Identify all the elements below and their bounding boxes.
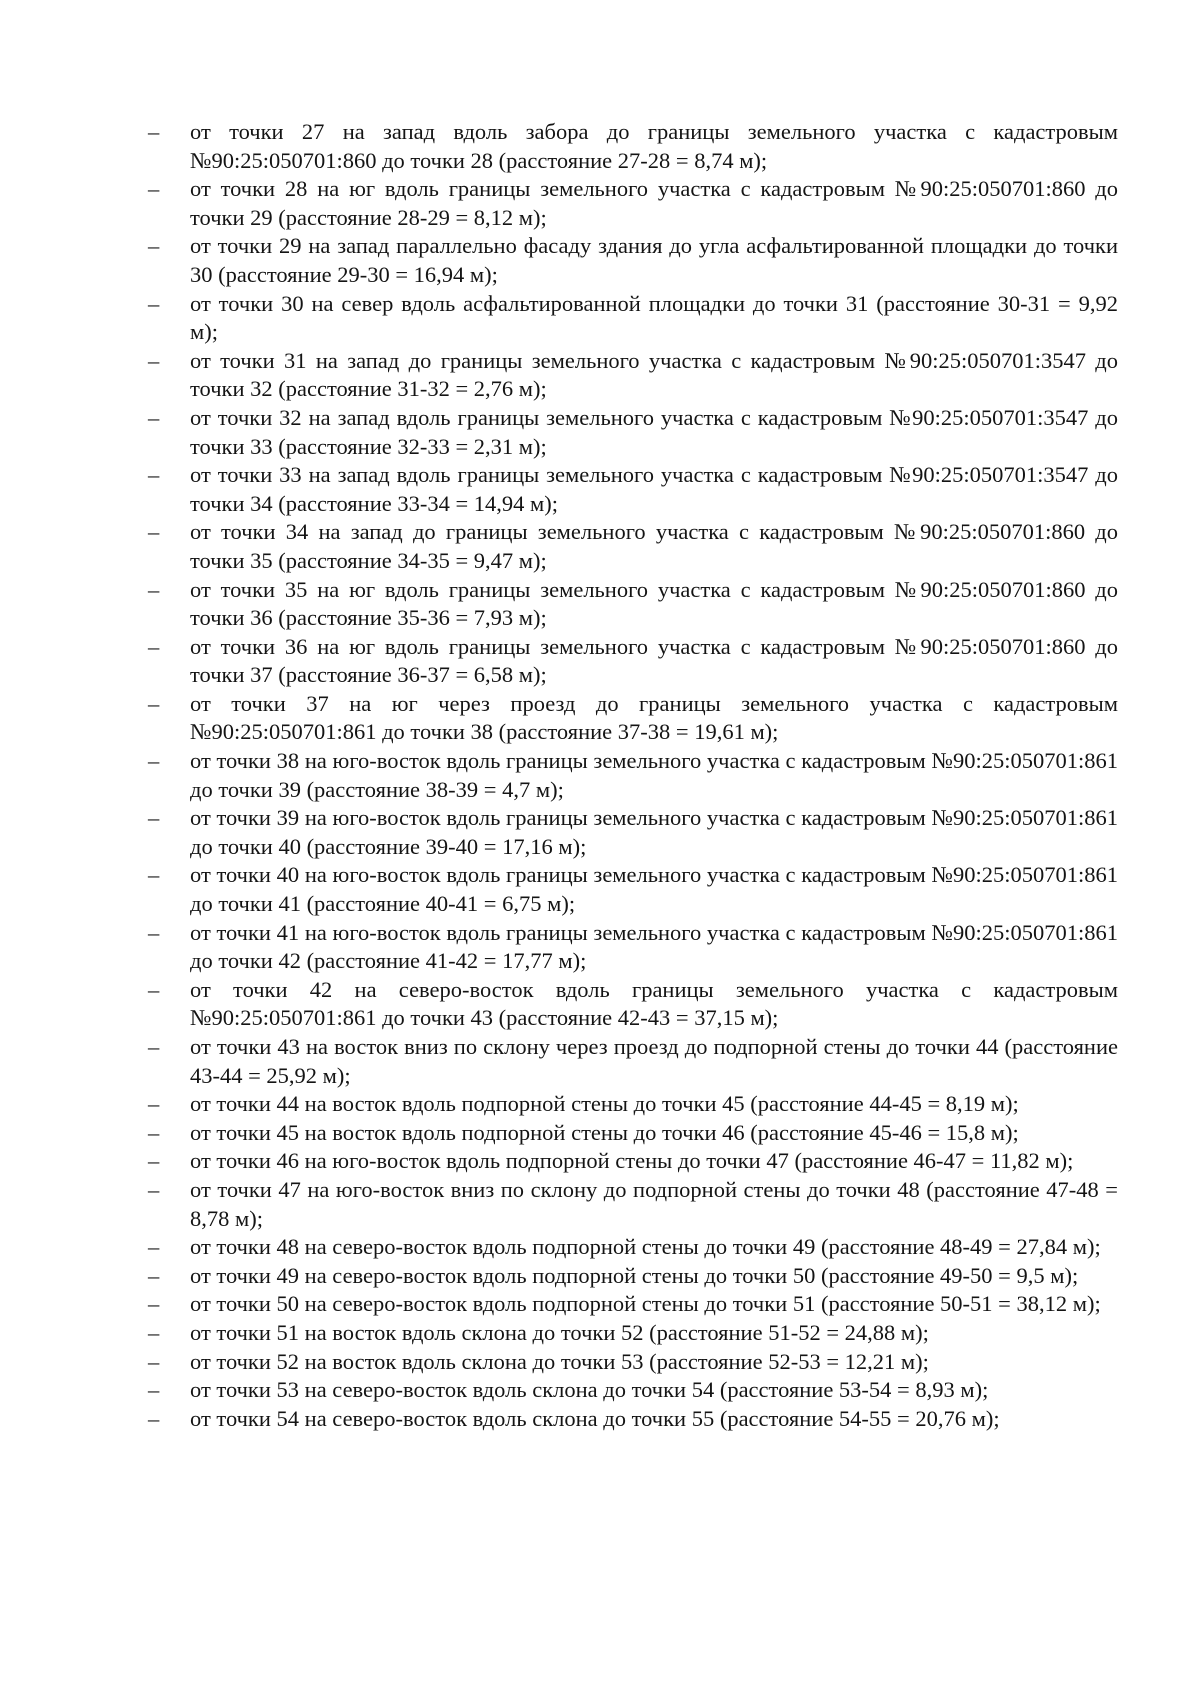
bullet-dash: – [148, 805, 160, 831]
bullet-dash: – [148, 233, 160, 259]
list-item [148, 290, 1118, 347]
list-item [148, 1033, 1118, 1090]
bullet-dash: – [148, 633, 160, 659]
bullet-dash: – [148, 176, 160, 202]
bullet-dash: – [148, 748, 160, 774]
bullet-dash: – [148, 1234, 160, 1260]
list-item-text: от точки 46 на юго-восток вдоль подпорной стены до точки 47 (расстояние 46-47 = 11,82 м); [190, 1148, 1074, 1174]
list-item [148, 1262, 1118, 1291]
list-item-text: от точки 34 на запад до границы земельного участка с кадастровым №90:25:050701:860 до точки 35 (расстояние 34-35 = 9,47 м); [190, 519, 1118, 573]
list-item-text: от точки 51 на восток вдоль склона до точки 52 (расстояние 51-52 = 24,88 м); [190, 1319, 929, 1345]
list-item [148, 690, 1118, 747]
list-item-text: от точки 35 на юг вдоль границы земельного участка с кадастровым №90:25:050701:860 до точки 36 (расстояние 35-36 = 7,93 м); [190, 576, 1118, 631]
list-item-text: от точки 30 на север вдоль асфальтированной площадки до точки 31 (расстояние 30-31 = 9,92 м); [190, 290, 1118, 345]
list-item [148, 633, 1118, 690]
list-item-text: от точки 37 на юг через проезд до границы земельного участка с кадастровым №90:25:050701:861 до точки 38 (расстояние 37-38 = 19,61 м); [190, 690, 1118, 745]
list-item [148, 747, 1118, 804]
bullet-dash: – [148, 1377, 160, 1403]
list-item [148, 1233, 1118, 1262]
list-item-text: от точки 38 на юго-восток вдоль границы земельного участка с кадастровым №90:25:050701:861 до точки 39 (расстояние 38-39 = 4,7 м); [190, 748, 1118, 802]
bullet-dash: – [148, 519, 160, 545]
list-item [148, 1147, 1118, 1176]
list-item [148, 118, 1118, 175]
list-item-text: от точки 36 на юг вдоль границы земельного участка с кадастровым №90:25:050701:860 до точки 37 (расстояние 36-37 = 6,58 м); [190, 633, 1118, 688]
bullet-dash: – [148, 976, 160, 1002]
bullet-dash: – [148, 1291, 160, 1317]
list-item-text: от точки 31 на запад до границы земельного участка с кадастровым №90:25:050701:3547 до точки 32 (расстояние 31-32 = 2,76 м); [190, 347, 1118, 402]
bullet-dash: – [148, 1119, 160, 1145]
bullet-dash: – [148, 1405, 160, 1431]
list-item-text: от точки 49 на северо-восток вдоль подпорной стены до точки 50 (расстояние 49-50 = 9,5 м); [190, 1262, 1079, 1288]
list-item-text: от точки 43 на восток вниз по склону через проезд до подпорной стены до точки 44 (расстояние 43-44 = 25,92 м); [190, 1034, 1118, 1088]
list-item-text: от точки 52 на восток вдоль склона до точки 53 (расстояние 52-53 = 12,21 м); [190, 1348, 929, 1374]
list-item [148, 919, 1118, 976]
list-item [148, 461, 1118, 518]
list-item-text: от точки 42 на северо-восток вдоль границы земельного участка с кадастровым №90:25:050701:861 до точки 43 (расстояние 42-43 = 37,15 м); [190, 976, 1118, 1031]
list-item-text: от точки 28 на юг вдоль границы земельного участка с кадастровым №90:25:050701:860 до точки 29 (расстояние 28-29 = 8,12 м); [190, 176, 1118, 230]
list-item [148, 1319, 1118, 1348]
bullet-dash: – [148, 462, 160, 488]
bullet-dash: – [148, 1176, 160, 1202]
list-item-text: от точки 44 на восток вдоль подпорной стены до точки 45 (расстояние 44-45 = 8,19 м); [190, 1091, 1019, 1117]
bullet-dash: – [148, 290, 160, 316]
list-item [148, 861, 1118, 918]
list-item [148, 1119, 1118, 1148]
list-item-text: от точки 54 на северо-восток вдоль склона до точки 55 (расстояние 54-55 = 20,76 м); [190, 1405, 1000, 1431]
bullet-dash: – [148, 1034, 160, 1059]
bullet-dash: – [148, 690, 160, 716]
list-item-text: от точки 53 на северо-восток вдоль склона до точки 54 (расстояние 53-54 = 8,93 м); [190, 1377, 989, 1403]
bullet-dash: – [148, 1319, 160, 1345]
bullet-dash: – [148, 347, 160, 373]
list-item-text: от точки 41 на юго-восток вдоль границы земельного участка с кадастровым №90:25:050701:861 до точки 42 (расстояние 41-42 = 17,77 м); [190, 919, 1118, 974]
list-item [148, 232, 1118, 289]
list-item [148, 1348, 1118, 1377]
bullet-dash: – [148, 1091, 160, 1117]
list-item [148, 175, 1118, 232]
bullet-dash: – [148, 404, 160, 430]
list-item-text: от точки 33 на запад вдоль границы земельного участка с кадастровым №90:25:050701:3547 до точки 34 (расстояние 33-34 = 14,94 м); [190, 462, 1118, 516]
list-item [148, 576, 1118, 633]
list-item [148, 404, 1118, 461]
bullet-dash: – [148, 862, 160, 888]
list-item [148, 1405, 1118, 1434]
list-item-text: от точки 27 на запад вдоль забора до границы земельного участка с кадастровым №90:25:050701:860 до точки 28 (расстояние 27-28 = 8,74 м); [190, 119, 1118, 173]
list-item-text: от точки 45 на восток вдоль подпорной стены до точки 46 (расстояние 45-46 = 15,8 м); [190, 1119, 1019, 1145]
list-item-text: от точки 29 на запад параллельно фасаду здания до угла асфальтированной площадки до точки 30 (расстояние 29-30 = 16,94 м); [190, 233, 1118, 287]
list-item [148, 1290, 1118, 1319]
list-item-text: от точки 47 на юго-восток вниз по склону до подпорной стены до точки 48 (расстояние 47-48 = 8,78 м); [190, 1176, 1118, 1231]
bullet-dash: – [148, 576, 160, 602]
bullet-dash: – [148, 1148, 160, 1174]
list-item [148, 347, 1118, 404]
list-item [148, 1090, 1118, 1119]
bullet-dash: – [148, 119, 160, 144]
list-item [148, 1176, 1118, 1233]
list-item-text: от точки 50 на северо-восток вдоль подпорной стены до точки 51 (расстояние 50-51 = 38,12 м); [190, 1291, 1101, 1317]
list-item-text: от точки 48 на северо-восток вдоль подпорной стены до точки 49 (расстояние 48-49 = 27,84 м); [190, 1234, 1101, 1260]
list-item-text: от точки 40 на юго-восток вдоль границы земельного участка с кадастровым №90:25:050701:861 до точки 41 (расстояние 40-41 = 6,75 м); [190, 862, 1118, 917]
bullet-dash: – [148, 1348, 160, 1374]
list-item [148, 1376, 1118, 1405]
list-item [148, 976, 1118, 1033]
list-item-text: от точки 39 на юго-восток вдоль границы земельного участка с кадастровым №90:25:050701:861 до точки 40 (расстояние 39-40 = 17,16 м); [190, 805, 1118, 859]
boundary-description-list [148, 118, 1118, 1433]
list-item-text: от точки 32 на запад вдоль границы земельного участка с кадастровым №90:25:050701:3547 до точки 33 (расстояние 32-33 = 2,31 м); [190, 404, 1118, 459]
list-item [148, 518, 1118, 575]
list-item [148, 804, 1118, 861]
bullet-dash: – [148, 919, 160, 945]
bullet-dash: – [148, 1262, 160, 1288]
